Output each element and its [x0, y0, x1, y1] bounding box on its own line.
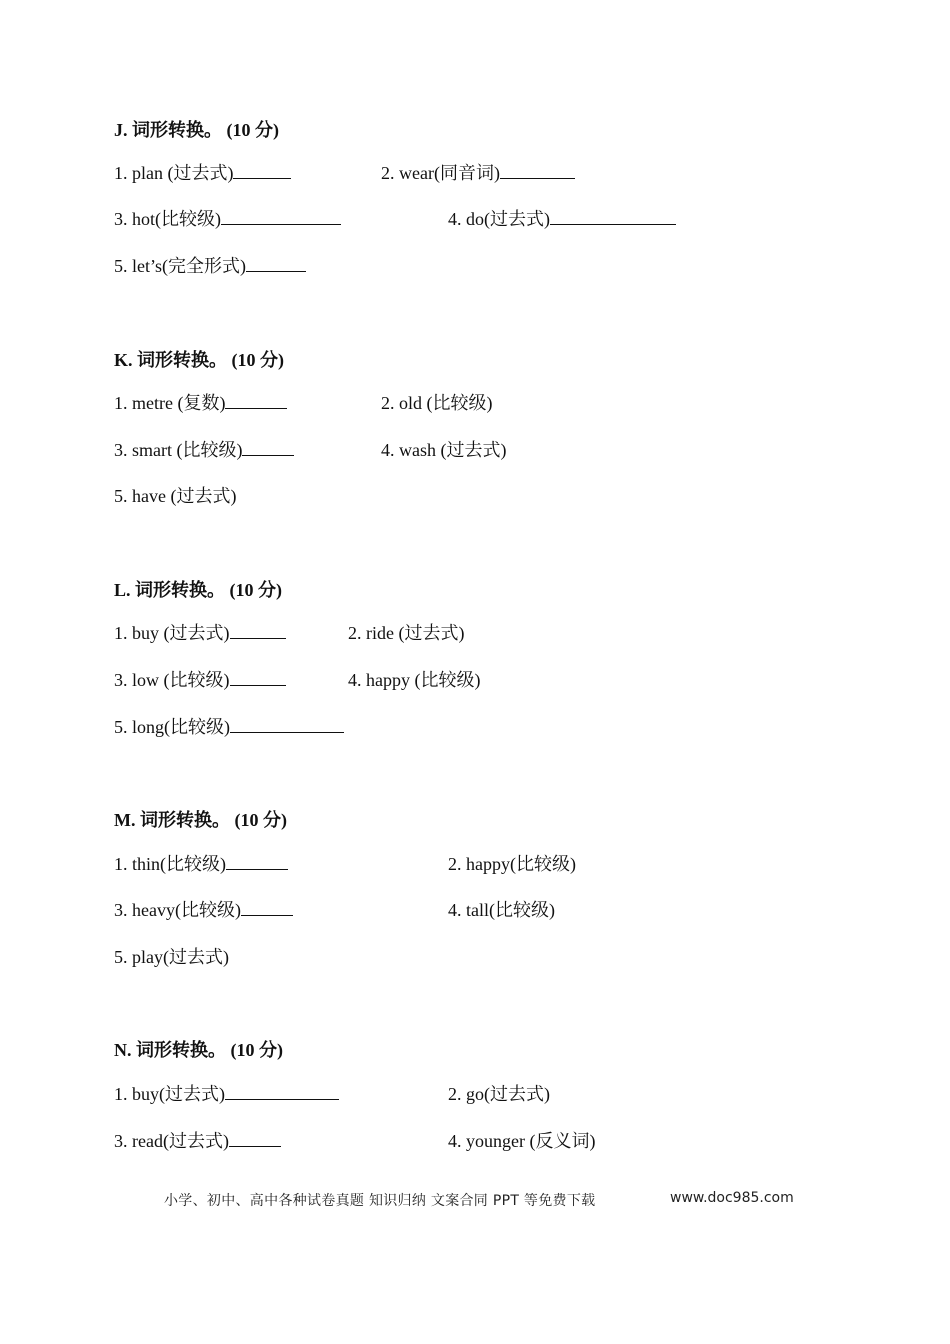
- item-m-5: [114, 946, 229, 968]
- item-l-1-text: 1. buy (过去式): [114, 623, 230, 643]
- item-j-2-text: 2. wear(同音词): [381, 163, 500, 183]
- item-n-4-text: 4. younger (反义词): [448, 1131, 596, 1151]
- section-heading-j: J. 词形转换。 (10 分): [114, 120, 279, 140]
- item-l-4: [348, 669, 480, 691]
- item-n-2: [448, 1083, 550, 1105]
- item-j-3: [114, 208, 341, 230]
- item-j-2: [381, 162, 575, 184]
- page-footer: [0, 1190, 950, 1214]
- item-m-2-text: 2. happy(比较级): [448, 854, 576, 874]
- answer-blank[interactable]: [242, 439, 294, 456]
- answer-blank[interactable]: [241, 899, 293, 916]
- item-j-1-text: 1. plan (过去式): [114, 163, 234, 183]
- item-n-4: [448, 1130, 595, 1152]
- footer-url-link[interactable]: www.doc985.com: [670, 1190, 794, 1206]
- item-j-4-text: 4. do(过去式): [448, 209, 550, 229]
- item-l-5: [114, 716, 344, 738]
- item-l-5-text: 5. long(比较级): [114, 717, 230, 737]
- item-m-1: [114, 853, 288, 875]
- item-m-3: [114, 899, 293, 921]
- answer-blank[interactable]: [550, 208, 676, 225]
- item-n-2-text: 2. go(过去式): [448, 1084, 550, 1104]
- item-m-3-text: 3. heavy(比较级): [114, 900, 241, 920]
- answer-blank[interactable]: [230, 669, 286, 686]
- item-j-3-text: 3. hot(比较级): [114, 209, 221, 229]
- section-heading-k: K. 词形转换。 (10 分): [114, 350, 284, 370]
- footer-text: 小学、初中、高中各种试卷真题 知识归纳 文案合同 PPT 等免费下载: [164, 1193, 596, 1209]
- answer-blank[interactable]: [229, 1130, 281, 1147]
- item-k-1: [114, 392, 287, 414]
- item-j-5: [114, 255, 306, 277]
- item-k-2: [381, 392, 493, 414]
- item-l-3: [114, 669, 286, 691]
- section-heading-m: M. 词形转换。 (10 分): [114, 810, 287, 830]
- item-m-4: [448, 899, 555, 921]
- answer-blank[interactable]: [230, 716, 344, 733]
- item-k-5: [114, 485, 236, 507]
- item-m-1-text: 1. thin(比较级): [114, 854, 226, 874]
- item-m-2: [448, 853, 576, 875]
- answer-blank[interactable]: [230, 622, 286, 639]
- item-m-4-text: 4. tall(比较级): [448, 900, 555, 920]
- answer-blank[interactable]: [246, 255, 306, 272]
- answer-blank[interactable]: [500, 162, 575, 179]
- item-l-1: [114, 622, 286, 644]
- answer-blank[interactable]: [221, 208, 341, 225]
- answer-blank[interactable]: [225, 392, 287, 409]
- section-heading-n: N. 词形转换。 (10 分): [114, 1040, 283, 1060]
- item-m-5-text: 5. play(过去式): [114, 947, 229, 967]
- item-n-3: [114, 1130, 281, 1152]
- item-l-3-text: 3. low (比较级): [114, 670, 230, 690]
- answer-blank[interactable]: [225, 1083, 339, 1100]
- item-n-1: [114, 1083, 339, 1105]
- answer-blank[interactable]: [233, 162, 291, 179]
- item-k-2-text: 2. old (比较级): [381, 393, 493, 413]
- item-k-4: [381, 439, 506, 461]
- item-k-3-text: 3. smart (比较级): [114, 440, 243, 460]
- item-j-1: [114, 162, 291, 184]
- item-l-2-text: 2. ride (过去式): [348, 623, 465, 643]
- item-n-3-text: 3. read(过去式): [114, 1131, 229, 1151]
- item-n-1-text: 1. buy(过去式): [114, 1084, 225, 1104]
- item-k-4-text: 4. wash (过去式): [381, 440, 507, 460]
- item-l-4-text: 4. happy (比较级): [348, 670, 481, 690]
- item-k-5-text: 5. have (过去式): [114, 486, 237, 506]
- item-j-4: [448, 208, 676, 230]
- item-k-1-text: 1. metre (复数): [114, 393, 226, 413]
- item-j-5-text: 5. let’s(完全形式): [114, 256, 246, 276]
- section-heading-l: L. 词形转换。 (10 分): [114, 580, 282, 600]
- item-l-2: [348, 622, 464, 644]
- item-k-3: [114, 439, 294, 461]
- answer-blank[interactable]: [226, 853, 288, 870]
